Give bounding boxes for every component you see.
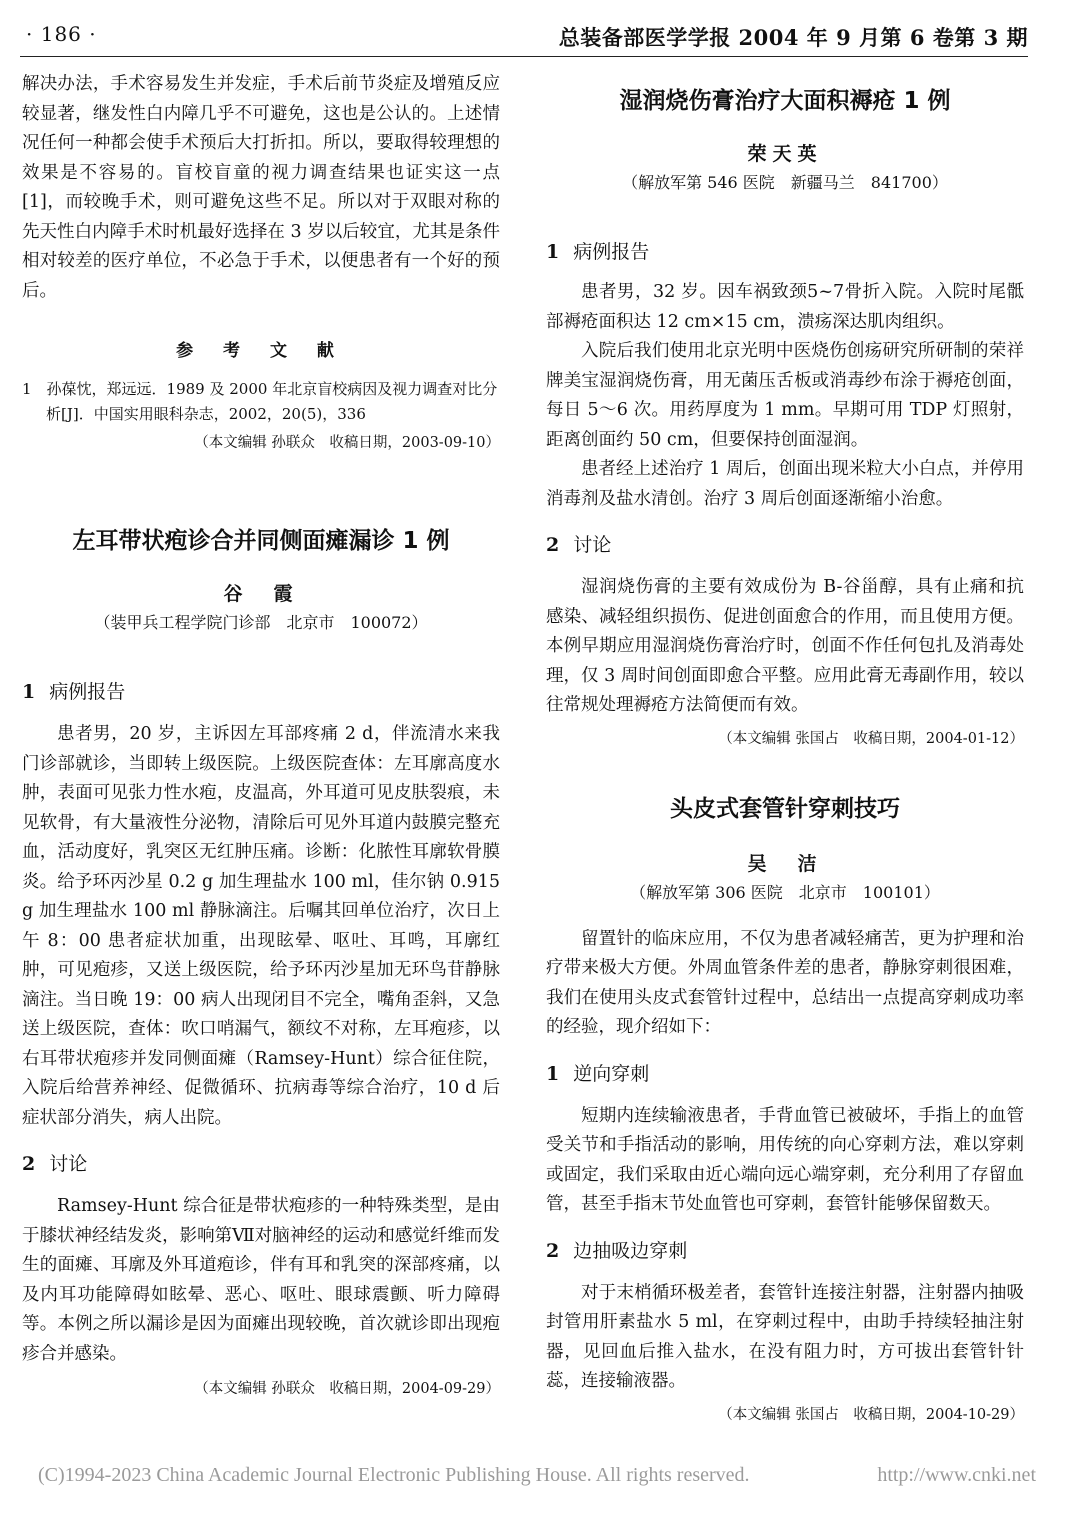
article-affiliation: （解放军第 306 医院 北京市 100101） (630, 882, 940, 902)
section-title: 边抽吸边穿刺 (573, 1239, 688, 1262)
section-title: 病例报告 (573, 241, 650, 263)
section-number: 2 (546, 534, 560, 556)
article-affiliation: （解放军第 546 医院 新疆马兰 841700） (622, 173, 948, 192)
section-body: 短期内连续输液患者，手背血管已被破坏，手指上的血管受关节和手指活动的影响，用传统的向心穿刺方法，难以穿刺或固定，我们采取由近心端向远心端穿刺，充分利用了存留血管，甚至手指末节处血管也可穿刺，套管针能够保留数天。 (546, 1105, 1024, 1214)
article-author: 吴 洁 (747, 852, 823, 875)
copyright-footer (38, 1464, 1036, 1487)
page-number: · 186 · (26, 22, 97, 46)
article-title: 左耳带状疱诊合并同侧面瘫漏诊 1 例 (72, 528, 450, 554)
section-body: 对于末梢循环极差者，套管针连接注射器，注射器内抽吸封管用肝素盐水 5 ml，在穿刺过程中，由助手持续轻抽注射器，见回血后推入盐水，在没有阻力时，方可拔出套管针针蕊，连接输液器。 (546, 1282, 1024, 1391)
header-rule (20, 56, 1028, 57)
article-author: 谷 霞 (223, 583, 299, 605)
section-title: 讨论 (49, 1153, 88, 1175)
section-title: 讨论 (573, 534, 612, 556)
section-number: 1 (546, 1062, 560, 1085)
article-affiliation: （装甲兵工程学院门诊部 北京市 100072） (94, 613, 428, 632)
section-heading (546, 1059, 1024, 1086)
section-body: 入院后我们使用北京光明中医烧伤创疡研究所研制的荣祥牌美宝湿润烧伤膏，用无菌压舌板或消毒纱布涂于褥疮创面，每日 5～6 次。用药厚度为 1 mm。早期可用 TDP 灯照射，距离创面约 50 cm，但要保持创面湿润。 (546, 341, 1024, 450)
section-body: 患者经上述治疗 1 周后，创面出现米粒大小白点，并停用消毒剂及盐水清创。治疗 3 周后创面逐渐缩小治愈。 (546, 459, 1024, 509)
reference-item: 1 孙葆忱，郑远远．1989 及 2000 年北京盲校病因及视力调查对比分析[J]．中国实用眼科杂志，2002，20(5)，336 (22, 380, 498, 423)
left-column (22, 70, 500, 1398)
intro-paragraph: 解决办法，手术容易发生并发症，手术后前节炎症及增殖反应较显著，继发性白内障几乎不可避免，这也是公认的。上述情况任何一种都会使手术预后大打折扣。所以，要取得较理想的效果是不容易的。盲校盲童的视力调查结果也证实这一点[1]，而较晚手术，则可避免这些不足。所以对于双眼对称的先天性白内障手术时机最好选择在 3 岁以后较宜，尤其是条件相对较差的医疗单位，不必急于手术，以便患者有一个好的预后。 (22, 74, 500, 301)
section-heading (546, 530, 1024, 557)
article-title: 湿润烧伤膏治疗大面积褥疮 1 例 (619, 88, 951, 114)
section-heading (22, 1149, 500, 1176)
source-url: http://www.cnki.net (877, 1464, 1036, 1486)
editor-note: （本文编辑 孙联众 收稿日期，2003-09-10） (194, 435, 500, 451)
section-heading (22, 677, 500, 704)
section-heading (546, 1236, 1024, 1263)
section-title: 逆向穿刺 (573, 1062, 650, 1085)
section-number: 1 (22, 681, 36, 703)
article-author: 荣天英 (747, 143, 823, 165)
copyright-text: (C)1994-2023 China Academic Journal Electronic Publishing House. All rights reserved. (38, 1464, 750, 1486)
section-heading (546, 237, 1024, 264)
right-column (546, 70, 1024, 1424)
article-intro: 留置针的临床应用，不仅为患者减轻痛苦，更为护理和治疗带来极大方便。外周血管条件差的患者，静脉穿刺很困难，我们在使用头皮式套管针过程中，总结出一点提高穿刺成功率的经验，现介绍如下： (546, 928, 1024, 1037)
journal-header: 总装备部医学学报 2004 年 9 月第 6 卷第 3 期 (558, 25, 1028, 50)
section-body: 患者男，32 岁。因车祸致颈5~7骨折入院。入院时尾骶部褥疮面积达 12 cm×15 cm，溃疡深达肌肉组织。 (546, 282, 1024, 332)
article-title: 头皮式套管针穿刺技巧 (670, 795, 900, 822)
section-number: 2 (22, 1153, 36, 1175)
editor-note: （本文编辑 孙联众 收稿日期，2004-09-29） (194, 1381, 500, 1397)
section-body: 患者男，20 岁，主诉因左耳部疼痛 2 d，伴流清水来我门诊部就诊，当即转上级医院。上级医院查体：左耳廓高度水肿，表面可见张力性水疱，皮温高，外耳道可见皮肤裂痕，未见软骨，有大量液性分泌物，清除后可见外耳道内鼓膜完整充血，活动度好，乳突区无红肿压痛。诊断：化脓性耳廓软骨膜炎。给予环丙沙星 0.2 g 加生理盐水 100 ml，佳尔钠 0.915 g 加生理盐水 100 ml 静脉滴注。后嘱其回单位治疗，次日上午 8：00 患者症状加重，出现眩晕、呕吐、耳鸣，耳廓红肿，可见疱疹，又送上级医院，给予环丙沙星加无环鸟苷静脉滴注。当日晚 19：00 病人出现闭目不完全，嘴角歪斜，又急送上级医院，查体：吹口哨漏气，额纹不对称，左耳疱疹，以右耳带状疱疹并发同侧面瘫（Ramsey-Hunt）综合征住院，入院后给营养神经、促微循环、抗病毒等综合治疗，10 d 后症状部分消失，病人出院。 (22, 724, 500, 1128)
editor-note: （本文编辑 张国占 收稿日期，2004-01-12） (718, 730, 1024, 747)
references-title: 参 考 文 献 (176, 341, 346, 361)
section-body: 湿润烧伤膏的主要有效成份为 B-谷甾醇，具有止痛和抗感染、减轻组织损伤、促进创面愈合的作用，而且使用方便。本例早期应用湿润烧伤膏治疗时，创面不作任何包扎及消毒处理，仅 3 周时间创面即愈合平整。应用此膏无毒副作用，较以往常规处理褥疮方法简便而有效。 (546, 577, 1024, 715)
section-title: 病例报告 (49, 681, 126, 703)
section-number: 2 (546, 1239, 560, 1262)
section-body: Ramsey-Hunt 综合征是带状疱疹的一种特殊类型，是由于膝状神经结发炎，影响第Ⅶ对脑神经的运动和感觉纤维而发生的面瘫、耳廓及外耳道疱诊，伴有耳和乳突的深部疼痛，以及内耳功能障碍如眩晕、恶心、呕吐、眼球震颤、听力障碍等。本例之所以漏诊是因为面瘫出现较晚，首次就诊即出现疱疹合并感染。 (22, 1196, 500, 1364)
editor-note: （本文编辑 张国占 收稿日期，2004-10-29） (718, 1406, 1024, 1423)
section-number: 1 (546, 241, 560, 263)
